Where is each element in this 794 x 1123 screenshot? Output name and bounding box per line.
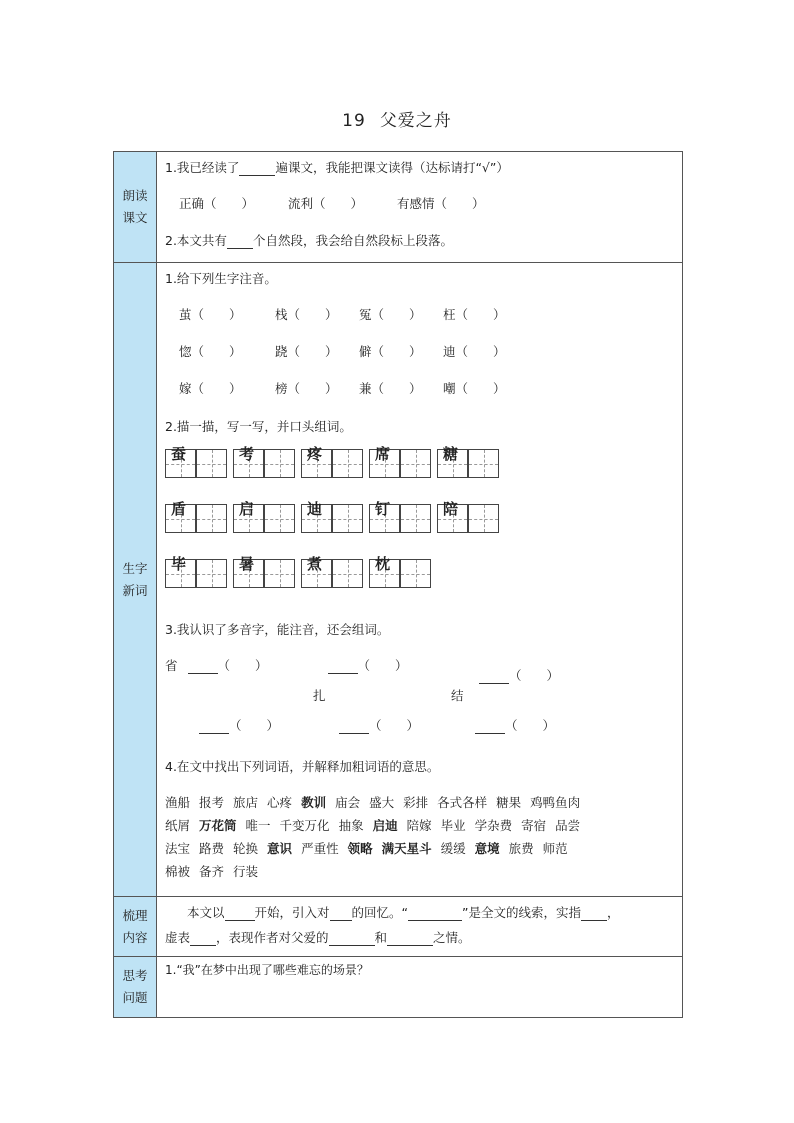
- option-emotion[interactable]: 有感情（ ）: [396, 196, 485, 211]
- vocab-words-area: [165, 793, 685, 893]
- summary-label-line1: 梳理: [122, 907, 148, 923]
- summary-blank[interactable]: [190, 932, 216, 946]
- pinyin-item[interactable]: 嫁（ ）: [179, 381, 242, 396]
- tian-grid-char: 盾: [171, 500, 187, 518]
- summary-blank[interactable]: [330, 907, 352, 921]
- tian-grid-box[interactable]: [332, 504, 363, 533]
- lesson-title: 父爱之舟: [379, 111, 452, 131]
- tian-grid-box[interactable]: [468, 449, 499, 478]
- poly-paren[interactable]: （ ）: [505, 718, 556, 733]
- vocab-word: 备齐: [199, 864, 225, 879]
- reading-row: [114, 152, 683, 263]
- reading-q1: [165, 158, 509, 176]
- vocab-word: 抽象: [338, 818, 364, 833]
- poly-paren[interactable]: （ ）: [217, 658, 268, 673]
- tian-grid-char: 迪: [307, 500, 323, 518]
- vocab-word: 寄宿: [521, 818, 547, 833]
- vocab-word: 棉被: [165, 864, 191, 879]
- tian-grid-box[interactable]: [332, 559, 363, 588]
- vocab-words-line: [165, 839, 577, 857]
- poly-row-1b: [479, 666, 559, 684]
- vocab-word: 品尝: [555, 818, 581, 833]
- vocab-word-bold: 满天星斗: [381, 841, 432, 856]
- tian-grid-box[interactable]: [264, 559, 295, 588]
- summary-text: ，: [607, 905, 620, 920]
- vocab-word: 师范: [542, 841, 568, 856]
- think-row: [114, 957, 683, 1018]
- vocab-content: [157, 263, 683, 897]
- reading-q2-post: 个自然段，我会给自然段标上段落。: [252, 233, 453, 248]
- tian-grid-box[interactable]: [332, 449, 363, 478]
- vocab-word: 鸡鸭鱼肉: [530, 795, 581, 810]
- tian-grid-char: 启: [239, 500, 255, 518]
- vocab-word: 毕业: [440, 818, 466, 833]
- vocab-q1: 1.给下列生字注音。: [165, 271, 277, 286]
- vocab-word: 心疼: [267, 795, 293, 810]
- summary-blank[interactable]: [408, 907, 462, 921]
- pinyin-item[interactable]: 迪（ ）: [443, 344, 506, 359]
- summary-line-1: [187, 903, 620, 921]
- vocab-word: 纸屑: [165, 818, 191, 833]
- vocab-word-bold: 教训: [301, 795, 327, 810]
- poly-char-sheng: 省: [165, 658, 178, 673]
- vocab-word: 严重性: [301, 841, 339, 856]
- tian-grid-char: 考: [239, 445, 255, 463]
- lesson-number: 19: [342, 111, 366, 131]
- summary-blank[interactable]: [225, 907, 255, 921]
- vocab-word: 彩排: [403, 795, 429, 810]
- poly-paren[interactable]: （ ）: [369, 718, 420, 733]
- pinyin-item[interactable]: 僻（ ）: [359, 344, 422, 359]
- tian-grid-box[interactable]: [400, 504, 431, 533]
- poly-char-jie: 结: [451, 688, 464, 703]
- vocab-word: 千变万化: [279, 818, 330, 833]
- vocab-label: [114, 263, 157, 897]
- vocab-row: [114, 263, 683, 897]
- tian-grid-char: 糖: [443, 445, 459, 463]
- vocab-word: 行装: [233, 864, 259, 879]
- vocab-word-bold: 启迪: [372, 818, 398, 833]
- poly-blank[interactable]: [328, 660, 358, 674]
- vocab-word: 盛大: [369, 795, 395, 810]
- vocab-word-bold: 意境: [474, 841, 500, 856]
- reading-label-line2: 课文: [122, 210, 148, 225]
- tian-grid-char: 毕: [171, 555, 187, 573]
- think-label-line1: 思考: [122, 968, 148, 983]
- reading-q1-pre: 1.我已经读了: [165, 160, 240, 175]
- poly-blank[interactable]: [339, 720, 369, 734]
- tian-grid-char: 席: [375, 445, 391, 463]
- pinyin-row-1: [179, 305, 506, 323]
- tian-grid-char: 枕: [375, 555, 391, 573]
- pinyin-item[interactable]: 枉（ ）: [443, 307, 506, 322]
- summary-line-2: [165, 928, 471, 946]
- summary-text: 虚表: [165, 930, 191, 945]
- tian-grid-char: 煮: [307, 555, 323, 573]
- pinyin-item[interactable]: 兼（ ）: [359, 381, 422, 396]
- vocab-word: 缓缓: [440, 841, 466, 856]
- reading-q1-post: 遍课文，我能把课文读得（达标请打“√”）: [275, 160, 509, 175]
- tian-grid-area: [165, 445, 505, 599]
- vocab-word-bold: 领略: [347, 841, 373, 856]
- tian-grid-box[interactable]: [468, 504, 499, 533]
- pinyin-row-2: [179, 342, 506, 360]
- vocab-word: 渔船: [165, 795, 191, 810]
- vocab-word: 唯一: [245, 818, 271, 833]
- tian-grid-char: 疼: [307, 445, 323, 463]
- reading-label: [114, 152, 157, 263]
- poly-blank[interactable]: [479, 670, 509, 684]
- poly-blank[interactable]: [188, 660, 218, 674]
- vocab-words-line: [165, 862, 267, 880]
- reading-q2: [165, 231, 453, 249]
- summary-label: [114, 897, 157, 957]
- tian-grid-box[interactable]: [196, 504, 227, 533]
- pinyin-row-3: [179, 379, 506, 397]
- vocab-word: 轮换: [233, 841, 259, 856]
- reading-label-line1: 朗读: [122, 188, 148, 203]
- summary-text: 和: [374, 930, 388, 945]
- pinyin-item[interactable]: 惚（ ）: [179, 344, 242, 359]
- reading-options: [179, 194, 484, 212]
- poly-paren[interactable]: （ ）: [229, 718, 280, 733]
- pinyin-item[interactable]: 跷（ ）: [275, 344, 338, 359]
- tian-grid-box[interactable]: [400, 559, 431, 588]
- vocab-word-bold: 万花筒: [199, 818, 237, 833]
- tian-grid-char: 陪: [443, 500, 459, 518]
- tian-grid-box[interactable]: [400, 449, 431, 478]
- vocab-word: 路费: [199, 841, 225, 856]
- summary-text: 的回忆。“: [351, 905, 409, 920]
- vocab-label-line1: 生字: [122, 560, 148, 576]
- tian-grid-box[interactable]: [264, 504, 295, 533]
- pinyin-item[interactable]: 嘲（ ）: [443, 381, 506, 396]
- poly-paren[interactable]: （ ）: [357, 658, 408, 673]
- reading-q2-pre: 2.本文共有: [165, 233, 227, 248]
- vocab-q4: 4.在文中找出下列词语，并解释加粗词语的意思。: [165, 759, 440, 774]
- think-q1: 1.“我”在梦中出现了哪些难忘的场景？: [165, 963, 369, 977]
- think-label: [114, 957, 157, 1018]
- tian-grid-box[interactable]: [196, 449, 227, 478]
- vocab-word: 各式各样: [437, 795, 488, 810]
- vocab-word: 庙会: [335, 795, 361, 810]
- pinyin-item[interactable]: 榜（ ）: [275, 381, 338, 396]
- summary-text: ，表现作者对父爱的: [216, 930, 329, 945]
- poly-paren[interactable]: （ ）: [509, 668, 560, 683]
- paragraph-count-blank[interactable]: [227, 235, 253, 249]
- vocab-word-bold: 意识: [267, 841, 293, 856]
- pinyin-item[interactable]: 茧（ ）: [179, 307, 242, 322]
- summary-label-line2: 内容: [122, 929, 148, 945]
- summary-blank[interactable]: [581, 907, 607, 921]
- poly-char-zha: 扎: [313, 688, 326, 703]
- vocab-words-line: [165, 793, 589, 811]
- tian-grid-char: 钉: [375, 500, 391, 518]
- vocab-q3: 3.我认识了多音字，能注音，还会组词。: [165, 622, 390, 637]
- think-content: [157, 957, 683, 1018]
- vocab-word: 糖果: [496, 795, 522, 810]
- summary-text: ”是全文的线索，实指: [462, 905, 581, 920]
- vocab-word: 旅店: [233, 795, 259, 810]
- summary-row: [114, 897, 683, 957]
- vocab-word: 陪嫁: [406, 818, 432, 833]
- summary-text: 之情。: [433, 930, 471, 945]
- vocab-label-line2: 新词: [122, 582, 148, 598]
- tian-grid-char: 暑: [239, 555, 255, 573]
- tian-grid-box[interactable]: [264, 449, 295, 478]
- pinyin-item[interactable]: 栈（ ）: [275, 307, 338, 322]
- vocab-q2: 2.描一描，写一写，并口头组词。: [165, 419, 352, 434]
- tian-grid-box[interactable]: [196, 559, 227, 588]
- vocab-word: 法宝: [165, 841, 191, 856]
- vocab-word: 报考: [199, 795, 225, 810]
- summary-blank[interactable]: [329, 932, 375, 946]
- option-correct[interactable]: 正确（ ）: [179, 196, 255, 211]
- poly-row-2: [199, 716, 555, 734]
- worksheet-table: [113, 151, 683, 1018]
- summary-text: 开始，引入对: [254, 905, 330, 920]
- tian-grid-char: 蚕: [171, 445, 187, 463]
- poly-blank[interactable]: [199, 720, 229, 734]
- reading-content: [157, 152, 683, 263]
- summary-text: 本文以: [187, 905, 225, 920]
- reading-count-blank[interactable]: [239, 162, 275, 176]
- vocab-word: 学杂费: [474, 818, 513, 833]
- vocab-word: 旅费: [508, 841, 534, 856]
- think-label-line2: 问题: [122, 990, 148, 1005]
- summary-content: [157, 897, 683, 957]
- poly-blank[interactable]: [475, 720, 505, 734]
- summary-blank[interactable]: [387, 932, 433, 946]
- page-title: [0, 106, 794, 131]
- option-fluent[interactable]: 流利（ ）: [287, 196, 363, 211]
- pinyin-item[interactable]: 冤（ ）: [359, 307, 422, 322]
- poly-row-1: [165, 656, 408, 674]
- vocab-words-line: [165, 816, 589, 834]
